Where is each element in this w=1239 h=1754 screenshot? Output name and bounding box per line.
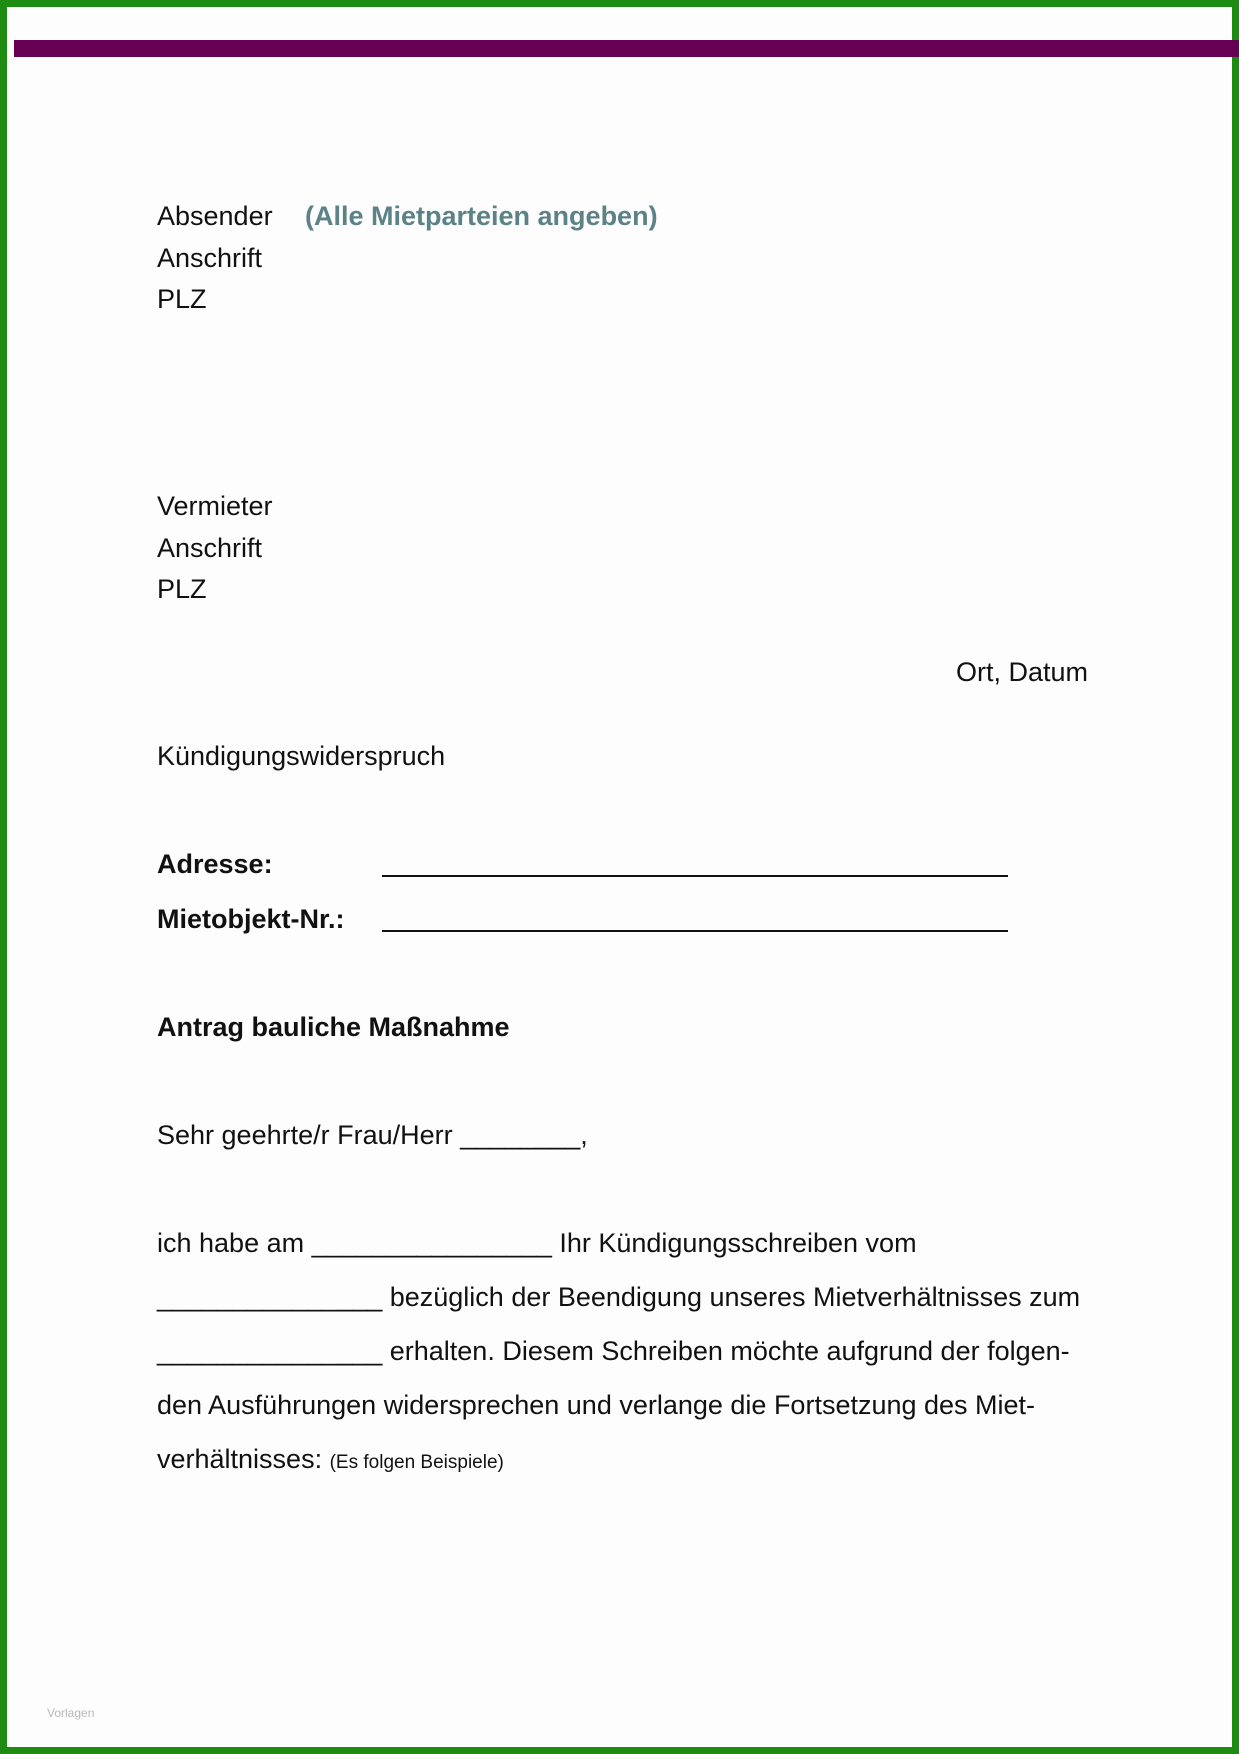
body-line-2: _______________ bezüglich der Beendigung unseres Mietverhältnisses zum — [157, 1282, 1081, 1312]
body-line-4: den Ausführungen widersprechen und verlange die Fortsetzung des Miet- — [157, 1390, 1036, 1420]
object-number-label: Mietobjekt-Nr.: — [157, 904, 345, 934]
body-line-1: ich habe am ________________ Ihr Kündigungsschreiben vom — [157, 1228, 917, 1258]
recipient-label: Vermieter — [157, 491, 273, 521]
address-field-line — [382, 875, 1008, 877]
recipient-address: Anschrift — [157, 533, 263, 563]
address-field-label: Adresse: — [157, 849, 273, 879]
examples-note: (Es folgen Beispiele) — [329, 1452, 504, 1473]
sender-note: (Alle Mietparteien angeben) — [305, 201, 658, 231]
place-date: Ort, Datum — [955, 657, 1088, 687]
sender-zip: PLZ — [157, 284, 207, 314]
heading: Antrag bauliche Maßnahme — [157, 1012, 510, 1042]
subject-line: Kündigungswiderspruch — [157, 741, 446, 771]
recipient-zip: PLZ — [157, 574, 207, 604]
salutation: Sehr geehrte/r Frau/Herr ________, — [157, 1120, 588, 1150]
body-line-5-text: verhältnisses: — [157, 1444, 323, 1474]
top-accent-bar — [14, 40, 1239, 57]
body-line-5 — [157, 1443, 504, 1479]
sender-address: Anschrift — [157, 243, 263, 273]
watermark: Vorlagen — [47, 1706, 95, 1720]
object-number-line — [382, 930, 1008, 932]
body-line-3: _______________ erhalten. Diesem Schreiben möchte aufgrund der folgen- — [157, 1336, 1070, 1366]
sender-label: Absender — [157, 201, 273, 231]
